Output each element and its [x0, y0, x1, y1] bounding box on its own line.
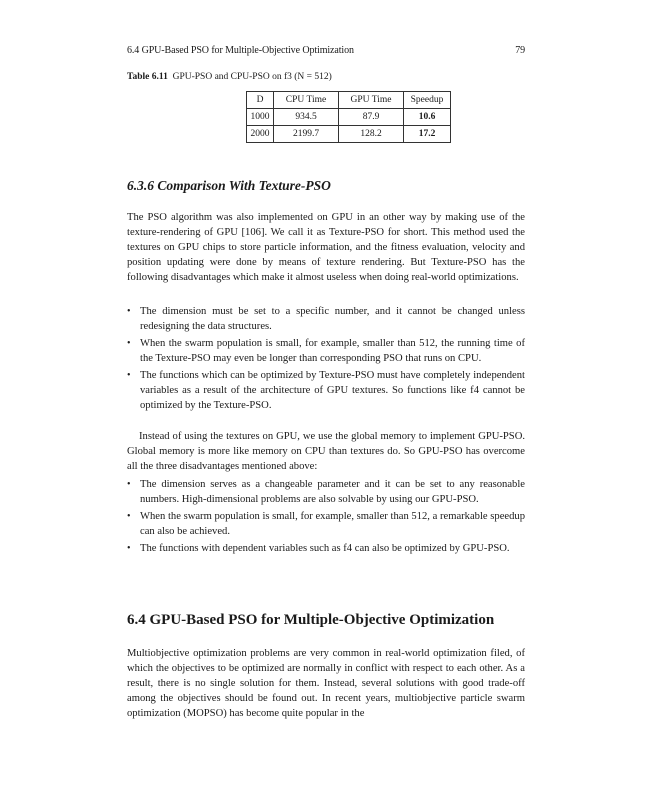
- subsection-heading: 6.3.6 Comparison With Texture-PSO: [127, 178, 331, 193]
- running-head-title: 6.4 GPU-Based PSO for Multiple-Objective Optimization: [127, 45, 354, 56]
- section-heading: 6.4 GPU-Based PSO for Multiple-Objective Optimization: [127, 612, 495, 628]
- table-header-cell: GPU Time: [339, 92, 404, 109]
- results-table: [246, 91, 451, 143]
- table-header-cell: Speedup: [404, 92, 451, 109]
- table-caption: [127, 72, 332, 82]
- table-header-row: [247, 92, 451, 109]
- table-caption-text: GPU-PSO and CPU-PSO on f3 (N = 512): [172, 72, 332, 82]
- table-header-cell: CPU Time: [274, 92, 339, 109]
- list-item: • When the swarm population is small, for example, smaller than 512, the running time of the Texture-PSO may even be longer than corresponding PSO that runs on CPU.: [127, 336, 525, 366]
- running-head: [127, 45, 525, 56]
- table-cell: 934.5: [274, 109, 339, 126]
- table-row: [247, 126, 451, 143]
- list-item: • When the swarm population is small, for example, smaller than 512, a remarkable speedup can also be achieved.: [127, 509, 525, 539]
- paragraph: Instead of using the textures on GPU, we use the global memory to implement GPU-PSO. Global memory is more like memory on CPU than textures do. So GPU-PSO has overcome all the three disadvantages mentioned above:: [127, 431, 525, 472]
- list-item: • The functions with dependent variables such as f4 can also be optimized by GPU-PSO.: [127, 541, 525, 556]
- list-item: • The dimension must be set to a specific number, and it cannot be changed unless redesigning the data structures.: [127, 304, 525, 334]
- advantages-list: [127, 477, 525, 558]
- page-number: 79: [515, 45, 525, 56]
- table-header-cell: D: [247, 92, 274, 109]
- table-caption-label: Table 6.11: [127, 72, 168, 82]
- table-cell: 10.6: [404, 109, 451, 126]
- table-cell: 2000: [247, 126, 274, 143]
- paragraph: Multiobjective optimization problems are very common in real-world optimization filed, of which the objectives to be optimized are normally in conflict with respect to each other. As a result, there is no single solution for them. Instead, several solutions with good trade-off among the objectives should be found out. In recent years, multiobjective particle swarm optimization (MOPSO) has become quite popular in the: [127, 648, 525, 719]
- list-item: • The dimension serves as a changeable parameter and it can be set to any reasonable numbers. High-dimensional problems are also solvable by using our GPU-PSO.: [127, 477, 525, 507]
- table-cell: 1000: [247, 109, 274, 126]
- paragraph: The PSO algorithm was also implemented on GPU in an other way by making use of the texture-rendering of GPU [106]. We call it as Texture-PSO for short. This method used the textures on GPU chips to store particle information, and the fitness evaluation, velocity and position updating were done by means of texture rendering. But Texture-PSO has the following disadvantages which make it almost useless when doing real-world optimizations.: [127, 212, 525, 283]
- disadvantages-list: [127, 304, 525, 415]
- table-row: [247, 109, 451, 126]
- table-cell: 2199.7: [274, 126, 339, 143]
- table-cell: 87.9: [339, 109, 404, 126]
- list-item: • The functions which can be optimized by Texture-PSO must have completely independent variables as a result of the architecture of GPU textures. So functions like f4 cannot be optimized by the Texture-PSO.: [127, 368, 525, 413]
- table-cell: 17.2: [404, 126, 451, 143]
- table-cell: 128.2: [339, 126, 404, 143]
